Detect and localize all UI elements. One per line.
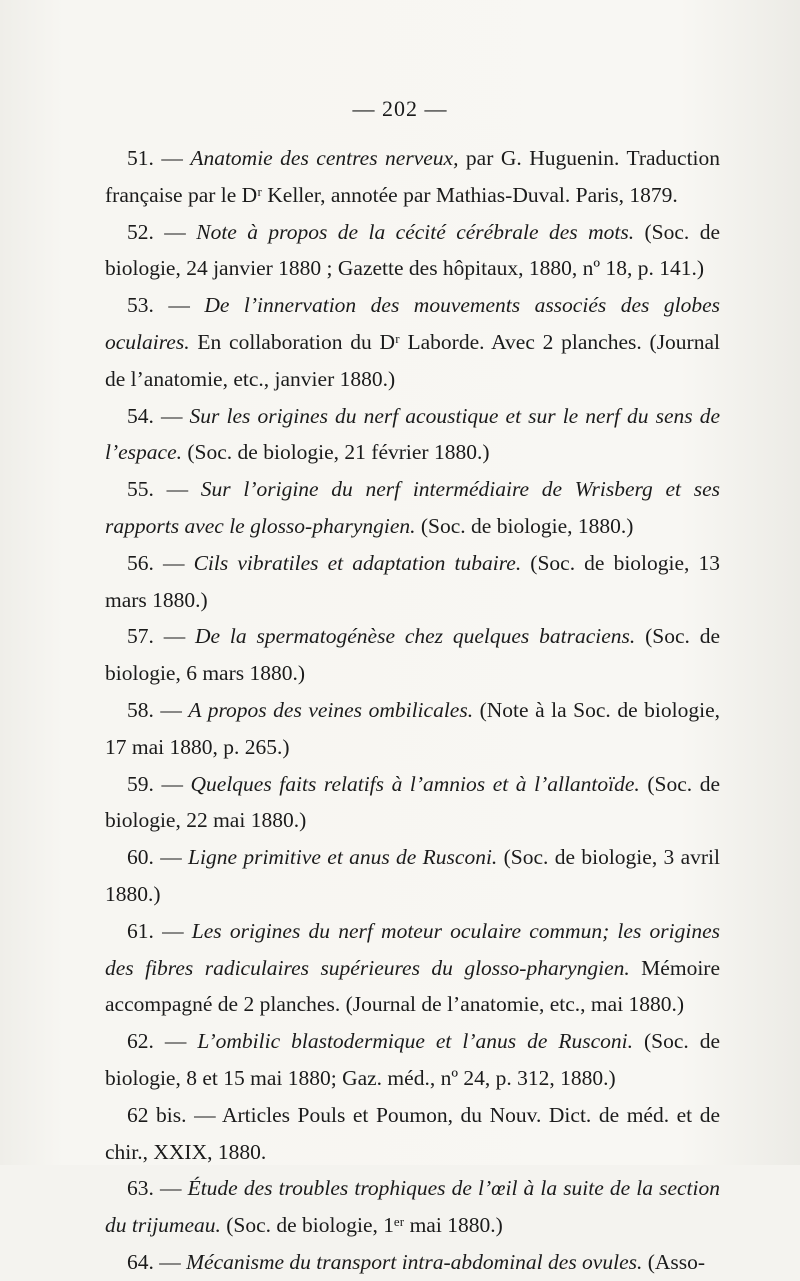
entry-title: Cils vibratiles et adaptation tubaire.	[193, 550, 522, 575]
entry-60	[105, 839, 720, 913]
entry-details: Articles Pouls et Poumon, du Nouv. Dict. de méd. et de chir., XXIX, 1880.	[105, 1102, 720, 1164]
entry-dash: —	[186, 1102, 222, 1127]
entry-details: (Asso-	[642, 1249, 706, 1274]
entry-56	[105, 545, 720, 619]
entry-54	[105, 398, 720, 472]
bibliography-list	[105, 140, 720, 1281]
entry-details: En collaboration du Dʳ Laborde. Avec 2 planches. (Journal de l’anatomie, etc., janvier 1880.)	[105, 329, 720, 391]
entry-title: De la spermatogénèse chez quelques batraciens.	[195, 624, 636, 649]
entry-title: Les origines du nerf moteur oculaire commun; les origines des fibres radiculaires supérieures du glosso-pharyngien.	[105, 918, 720, 980]
entry-title: Quelques faits relatifs à l’amnios et à l’allantoïde.	[190, 771, 640, 796]
entry-details: Mémoire accompagné de 2 planches. (Journal de l’anatomie, etc., mai 1880.)	[105, 955, 720, 1017]
entry-dash: —	[153, 1029, 198, 1054]
entry-number: 58.	[127, 697, 154, 722]
entry-details: (Soc. de biologie, 6 mars 1880.)	[105, 624, 720, 686]
entry-dash: —	[153, 219, 197, 244]
entry-title: L’ombilic blastodermique et l’anus de Rusconi.	[197, 1029, 633, 1054]
entry-number: 54.	[127, 403, 154, 428]
entry-number: 59.	[127, 771, 154, 796]
entry-62-bis	[105, 1097, 720, 1171]
entry-59	[105, 766, 720, 840]
entry-number: 62 bis.	[127, 1102, 187, 1127]
entry-number: 63.	[127, 1176, 154, 1201]
entry-title: Ligne primitive et anus de Rusconi.	[188, 845, 498, 870]
entry-dash: —	[153, 1176, 188, 1201]
entry-dash: —	[153, 771, 191, 796]
entry-details: (Soc. de biologie, 22 mai 1880.)	[105, 771, 721, 833]
entry-51	[105, 140, 720, 214]
entry-details: (Soc. de biologie, 8 et 15 mai 1880; Gaz. méd., nº 24, p. 312, 1880.)	[105, 1029, 721, 1090]
entry-number: 62.	[127, 1029, 154, 1054]
entry-dash: —	[153, 403, 190, 428]
entry-58	[105, 692, 720, 766]
entry-number: 53.	[127, 293, 154, 318]
entry-title: A propos des veines ombilicales.	[188, 697, 474, 722]
entry-number: 57.	[127, 624, 154, 649]
entry-details: (Soc. de biologie, 3 avril 1880.)	[105, 845, 720, 906]
entry-details: (Soc. de biologie, 24 janvier 1880 ; Gazette des hôpitaux, 1880, nº 18, p. 141.)	[105, 219, 721, 281]
entry-52	[105, 214, 720, 288]
entry-dash: —	[153, 624, 196, 649]
entry-title: Mécanisme du transport intra-abdominal des ovules.	[186, 1249, 643, 1274]
entry-details: (Soc. de biologie, 1ᵉʳ mai 1880.)	[220, 1213, 503, 1238]
page-number: — 202 —	[352, 96, 448, 121]
entry-number: 52.	[127, 219, 154, 244]
entry-title: Étude des troubles trophiques de l’œil à la suite de la section du trijumeau.	[105, 1176, 721, 1238]
entry-62	[105, 1023, 720, 1097]
entry-details: (Soc. de biologie, 21 février 1880.)	[182, 440, 490, 465]
entry-number: 51.	[127, 146, 154, 170]
entry-dash: —	[153, 918, 192, 943]
entry-55	[105, 471, 720, 545]
entry-61	[105, 913, 720, 1023]
entry-details: (Soc. de biologie, 1880.)	[415, 513, 634, 538]
entry-number: 56.	[127, 550, 154, 575]
entry-details: (Note à la Soc. de biologie, 17 mai 1880, p. 265.)	[105, 697, 720, 759]
entry-64	[105, 1244, 720, 1281]
entry-dash: —	[153, 477, 201, 502]
entry-dash: —	[153, 550, 194, 575]
entry-number: 64.	[127, 1249, 154, 1274]
entry-dash: —	[153, 293, 205, 318]
entry-number: 61.	[127, 918, 154, 943]
entry-details: par G. Huguenin. Traduction française par le Dʳ Keller, annotée par Mathias-Duval. Paris, 1879.	[105, 146, 721, 207]
entry-title: Anatomie des centres nerveux,	[190, 146, 459, 170]
entry-details: (Soc. de biologie, 13 mars 1880.)	[105, 550, 720, 612]
entry-number: 60.	[127, 845, 154, 870]
entry-title: Note à propos de la cécité cérébrale des mots.	[196, 219, 635, 244]
entry-title: De l’innervation des mouvements associés des globes oculaires.	[105, 293, 720, 354]
entry-title: Sur les origines du nerf acoustique et sur le nerf du sens de l’espace.	[105, 403, 720, 465]
entry-dash: —	[153, 146, 191, 170]
entry-dash: —	[153, 1249, 187, 1274]
entry-number: 55.	[127, 477, 154, 502]
entry-57	[105, 618, 720, 692]
entry-63	[105, 1170, 720, 1244]
entry-title: Sur l’origine du nerf intermédiaire de Wrisberg et ses rapports avec le glosso-pharyngien.	[105, 477, 720, 538]
entry-dash: —	[153, 697, 189, 722]
entry-53	[105, 287, 720, 397]
entry-dash: —	[153, 845, 189, 870]
